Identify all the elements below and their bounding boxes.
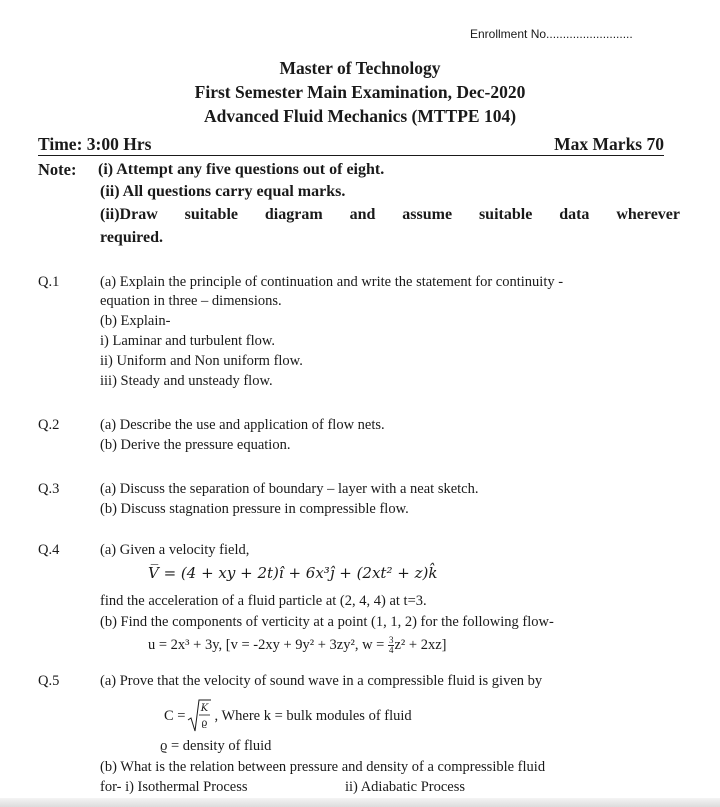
time-allowed: Time: 3:00 Hrs — [38, 134, 152, 154]
q1-line-5: ii) Uniform and Non uniform flow. — [100, 353, 303, 369]
q2-line-2: (b) Derive the pressure equation. — [100, 437, 291, 453]
q1-line-1: (a) Explain the principle of continuation and write the statement for continuity - — [100, 274, 564, 290]
note-label: Note: — [38, 160, 77, 179]
q5-sound-equation — [164, 698, 412, 734]
q4-line-1: (a) Given a velocity field, — [100, 542, 250, 558]
q5-line-3b: ii) Adiabatic Process — [345, 779, 466, 795]
square-root-icon — [187, 698, 211, 734]
q4-flow-equation-part-a: u = 2x³ + 3y, [v = -2xy + 9y² + 3zy², w = — [148, 636, 388, 653]
time-marks-row — [38, 134, 664, 155]
subject-title: Advanced Fluid Mechanics (MTTPE 104) — [203, 106, 517, 126]
fraction-numerator: 3 — [388, 635, 394, 645]
q4-line-3: (b) Find the components of verticity at a point (1, 1, 2) for the following flow- — [100, 614, 554, 630]
q1-number: Q.1 — [38, 274, 60, 290]
enrollment-number: Enrollment No.......................... — [470, 27, 633, 41]
rho-symbol: ϱ — [202, 718, 208, 729]
note-line-1: (i) Attempt any five questions out of eight. — [98, 161, 385, 178]
q4-velocity-equation: V̅ = (4 + xy + 2t)î + 6x³ĵ + (2xt² + z)k̂ — [148, 564, 438, 582]
q4-line-2: find the acceleration of a fluid particle at (2, 4, 4) at t=3. — [100, 593, 427, 609]
q1-line-2: equation in three – dimensions. — [100, 293, 282, 309]
q5-line-3a: for- i) Isothermal Process — [100, 779, 248, 795]
q3-line-1: (a) Discuss the separation of boundary – layer with a neat sketch. — [100, 481, 479, 497]
q4-flow-equation-part-b: z² + 2xz] — [394, 636, 447, 653]
q5-line-1: (a) Prove that the velocity of sound wave in a compressible fluid is given by — [100, 673, 543, 689]
degree-title: Master of Technology — [279, 58, 441, 78]
note-line-3: (ii)Draw suitable diagram and assume suitable data wherever — [100, 206, 680, 223]
rho-definition: ϱ = density of fluid — [160, 738, 272, 754]
note-line-4: required. — [100, 229, 163, 246]
q2-line-1: (a) Describe the use and application of flow nets. — [100, 417, 385, 433]
k-symbol: K — [201, 703, 209, 714]
q5-number: Q.5 — [38, 673, 60, 689]
q4-number: Q.4 — [38, 542, 60, 558]
q2-number: Q.2 — [38, 417, 60, 433]
q1-line-6: iii) Steady and unsteady flow. — [100, 373, 273, 389]
page-bottom-edge — [0, 798, 720, 807]
q5-line-2: (b) What is the relation between pressure and density of a compressible fluid — [100, 759, 546, 775]
q1-line-4: i) Laminar and turbulent flow. — [100, 333, 276, 349]
header-rule — [38, 155, 664, 156]
q4-flow-equation — [148, 636, 446, 655]
c-equals: C = — [164, 707, 186, 724]
fraction-denominator: 4 — [388, 645, 394, 655]
bulk-modulus-note: , Where k = bulk modules of fluid — [214, 707, 412, 724]
note-line-2: (ii) All questions carry equal marks. — [100, 183, 346, 200]
q1-line-3: (b) Explain- — [100, 313, 171, 329]
max-marks: Max Marks 70 — [554, 134, 664, 154]
exam-title: First Semester Main Examination, Dec-2020 — [194, 82, 526, 102]
q3-line-2: (b) Discuss stagnation pressure in compressible flow. — [100, 501, 409, 517]
q3-number: Q.3 — [38, 481, 60, 497]
